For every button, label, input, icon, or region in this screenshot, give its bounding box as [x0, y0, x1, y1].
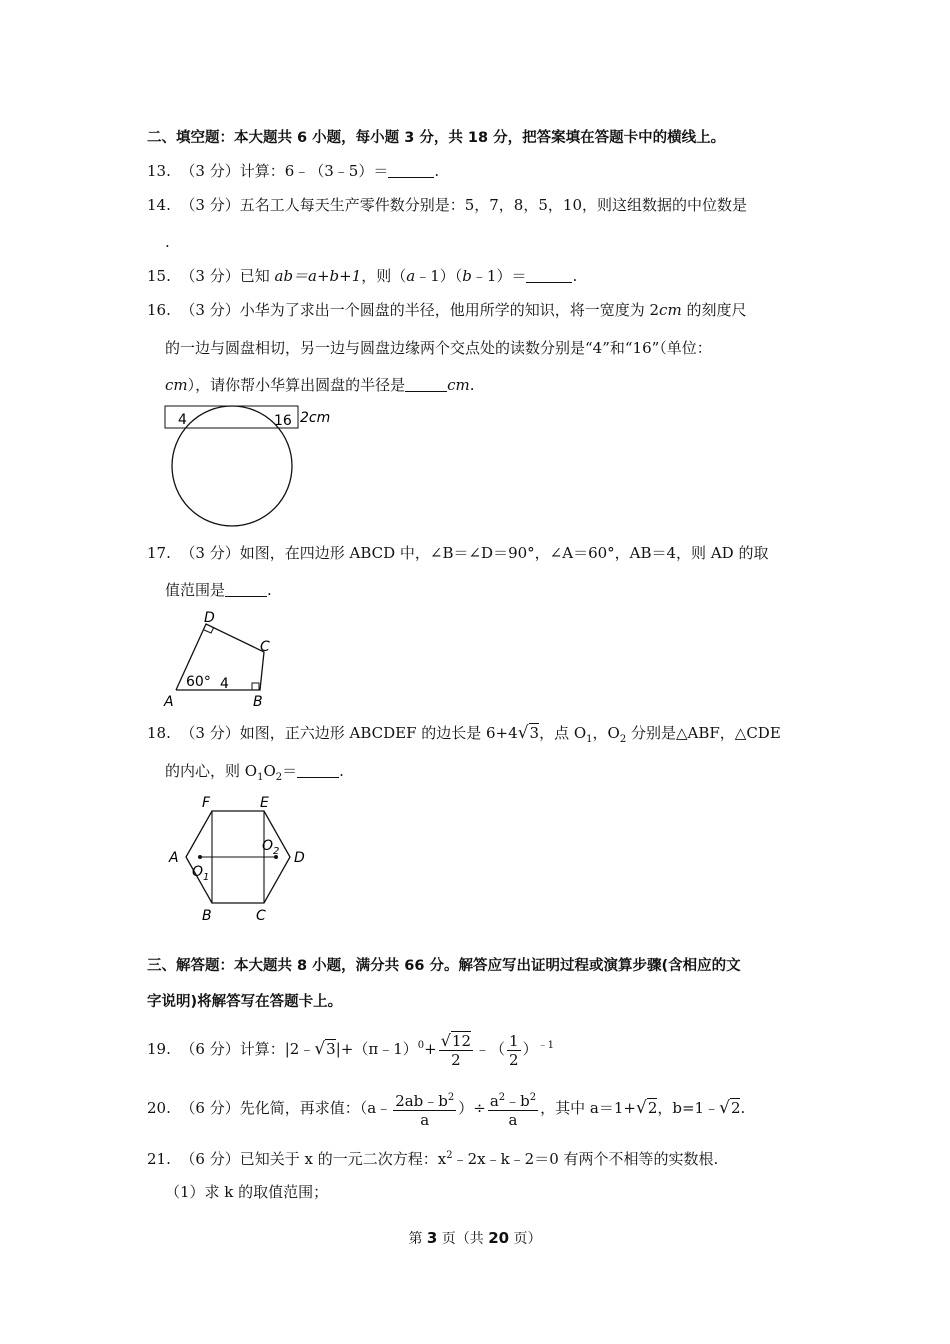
q15-answer-blank [526, 268, 572, 283]
q13-score: （3 分） [180, 162, 240, 180]
q17-number: 17. [147, 544, 171, 562]
q17-line-2: 值范围是 . [165, 581, 272, 599]
ruler-width-label: 2cm [300, 410, 331, 426]
q13-answer-blank [388, 163, 434, 178]
q18-number: 18. [147, 724, 171, 742]
q20-fraction-2: $\frac{a^2﹣b^2}{a}$ [488, 1089, 538, 1129]
q20-number: 20. [147, 1099, 171, 1117]
right-angle-d [204, 627, 214, 633]
q13-number: 13. [147, 162, 171, 180]
q14-answer-line: . [165, 233, 170, 251]
q19-score: （6 分） [180, 1040, 240, 1058]
q19-fraction-one-half: $\frac{1}{2}$ [509, 1031, 519, 1069]
q18-answer-blank [297, 763, 339, 778]
q21-score: （6 分） [180, 1150, 240, 1168]
right-angle-b [252, 683, 259, 690]
question-14 [147, 195, 747, 215]
vertex-d: D [294, 850, 305, 866]
label-o2: $O_2$ [262, 838, 280, 857]
q20-fraction-1: $\frac{2ab﹣b^2}{a}$ [393, 1089, 456, 1129]
side-ab-label: 4 [220, 676, 229, 692]
point-o1 [198, 855, 202, 859]
q16-line-3: cm），请你帮小华算出圆盘的半径是 cm. [165, 376, 475, 394]
q17-quadrilateral-figure [160, 606, 290, 710]
question-20: 20. （6 分）先化简，再求值：（a﹣ $\frac{2ab﹣b^2}{a}$ ）÷ $\frac{a^2﹣b^2}{a}$ ，其中 a＝1+√2，b=1﹣√2. [147, 1086, 745, 1130]
vertex-f: F [202, 795, 211, 811]
q16-score: （3 分） [180, 301, 240, 319]
q21-subquestion-1: （1）求 k 的取值范围； [165, 1183, 329, 1201]
q16-line-2: 的一边与圆盘相切，另一边与圆盘边缘两个交点处的读数分别是“4”和“16”（单位： [165, 339, 712, 357]
vertex-e: E [260, 795, 269, 811]
angle-a-label: 60° [186, 674, 211, 690]
q15-score: （3 分） [180, 267, 240, 285]
q18-line-2: 的内心，则 $O_1O_2=$ . [165, 762, 344, 783]
question-21: 21. （6 分）已知关于 x 的一元二次方程：$x^2﹣2x﹣k﹣2=0$ 有两个不相等的实数根. [147, 1150, 719, 1168]
q14-text: 五名工人每天生产零件数分别是：5，7，8，5，10，则这组数据的中位数是 [239, 196, 747, 214]
q18-hexagon-figure [160, 790, 320, 926]
page-footer: 第 3 页（共 20 页） [408, 1229, 542, 1247]
question-16: 16. （3 分）小华为了求出一个圆盘的半径，他用所学的知识，将一宽度为 2cm 的刻度尺 [147, 301, 747, 319]
vertex-a: A [164, 694, 174, 710]
q13-text: 计算：6﹣（3﹣5）＝ [239, 162, 389, 180]
q14-number: 14. [147, 196, 171, 214]
q17-answer-blank [225, 582, 267, 597]
vertex-b: B [253, 694, 263, 710]
question-15: 15. （3 分）已知 ab＝a+b+1，则（a﹣1）（b﹣1）＝ . [147, 267, 578, 285]
q16-answer-blank [405, 377, 447, 392]
vertex-c: C [256, 908, 266, 924]
section-3-heading-line-2: 字说明)将解答写在答题卡上。 [147, 994, 343, 1010]
vertex-a: A [169, 850, 179, 866]
q16-disc-ruler-figure [160, 400, 340, 532]
question-13: 13. （3 分）计算：6﹣（3﹣5）＝ . [147, 162, 440, 180]
page-total: 20 [488, 1229, 510, 1247]
q17-score: （3 分） [180, 544, 240, 562]
question-17: 17. （3 分）如图，在四边形 ABCD 中，∠B＝∠D＝90°，∠A＝60°，AB＝4，则 AD 的取 [147, 544, 769, 562]
section-3-heading-line-1: 三、解答题：本大题共 8 小题，满分共 66 分。解答应写出证明过程或演算步骤(含相应的文 [147, 958, 741, 974]
q20-score: （6 分） [180, 1099, 240, 1117]
q15-number: 15. [147, 267, 171, 285]
question-18: 18. （3 分）如图，正六边形 ABCDEF 的边长是 6+4√3，点 $O_1$，$O_2$ 分别是△ABF，△CDE [147, 723, 781, 745]
vertex-b: B [202, 908, 212, 924]
label-o1: $O_1$ [192, 864, 210, 883]
vertex-d: D [204, 610, 215, 626]
q18-score: （3 分） [180, 724, 240, 742]
question-19: 19. （6 分）计算：|2﹣√3|+（π﹣1）$^0$+ $\frac{√12}{2}$ ﹣（ $\frac{1}{2}$ ）$^{﹣1}$ [147, 1030, 554, 1069]
ruler-mark-4: 4 [178, 412, 187, 428]
section-2-heading: 二、填空题：本大题共 6 小题，每小题 3 分，共 18 分，把答案填在答题卡中的横线上。 [147, 130, 726, 146]
q16-number: 16. [147, 301, 171, 319]
q21-number: 21. [147, 1150, 171, 1168]
q19-fraction-sqrt12-over-2: $\frac{√12}{2}$ [440, 1030, 471, 1069]
vertex-c: C [260, 639, 270, 655]
ruler-mark-16: 16 [274, 413, 292, 429]
page-number: 3 [426, 1229, 438, 1247]
q14-score: （3 分） [180, 196, 240, 214]
q19-number: 19. [147, 1040, 171, 1058]
